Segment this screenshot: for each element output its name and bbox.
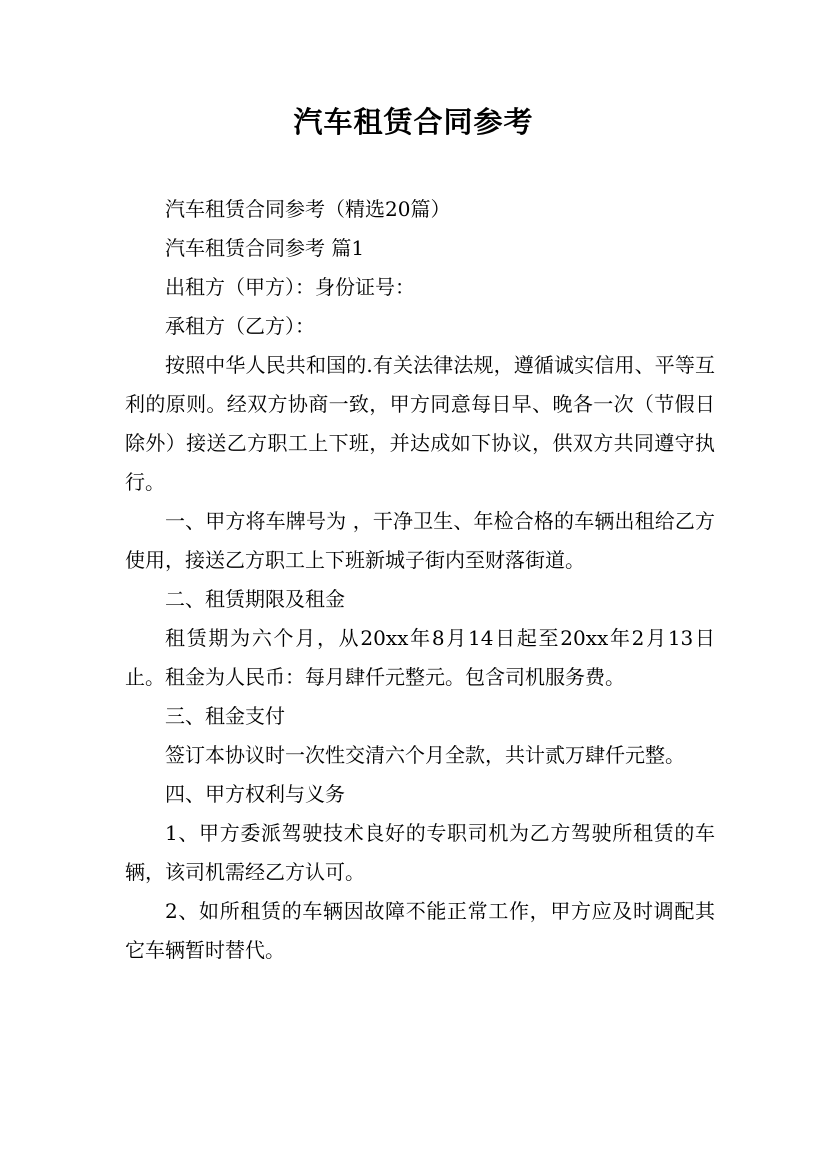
paragraph-clause-2-heading: 二、租赁期限及租金: [165, 587, 345, 611]
paragraph-lease-term: 租赁期为六个月，从20xx年8月14日起至20xx年2月13日止。租金为人民币：每月肆仟元整元。包含司机服务费。: [125, 626, 715, 689]
document-body: [125, 190, 715, 970]
paragraph-payment: 签订本协议时一次性交清六个月全款，共计贰万肆仟元整。: [165, 743, 685, 767]
paragraph-lessor: 出租方（甲方）：身份证号：: [165, 275, 415, 299]
paragraph-obligation-2: 2、如所租赁的车辆因故障不能正常工作，甲方应及时调配其它车辆暂时替代。: [125, 899, 715, 962]
paragraph-obligation-1: 1、甲方委派驾驶技术良好的专职司机为乙方驾驶所租赁的车辆，该司机需经乙方认可。: [125, 821, 715, 884]
paragraph-lessee: 承租方（乙方）：: [165, 314, 315, 338]
paragraph-preamble: 按照中华人民共和国的.有关法律法规，遵循诚实信用、平等互利的原则。经双方协商一致，甲方同意每日早、晚各一次（节假日除外）接送乙方职工上下班，并达成如下协议，供双方共同遵守执行。: [125, 353, 715, 494]
paragraph-clause-4-heading: 四、甲方权利与义务: [165, 782, 345, 806]
document-title: 汽车租赁合同参考: [293, 105, 534, 139]
paragraph-heading-article-1: 汽车租赁合同参考 篇1: [165, 236, 365, 260]
paragraph-clause-1: 一、甲方将车牌号为 ，干净卫生、年检合格的车辆出租给乙方使用，接送乙方职工上下班新城子街内至财落街道。: [125, 509, 715, 572]
paragraph-heading-collection: 汽车租赁合同参考（精选20篇）: [165, 197, 451, 221]
paragraph-clause-3-heading: 三、租金支付: [165, 704, 285, 728]
